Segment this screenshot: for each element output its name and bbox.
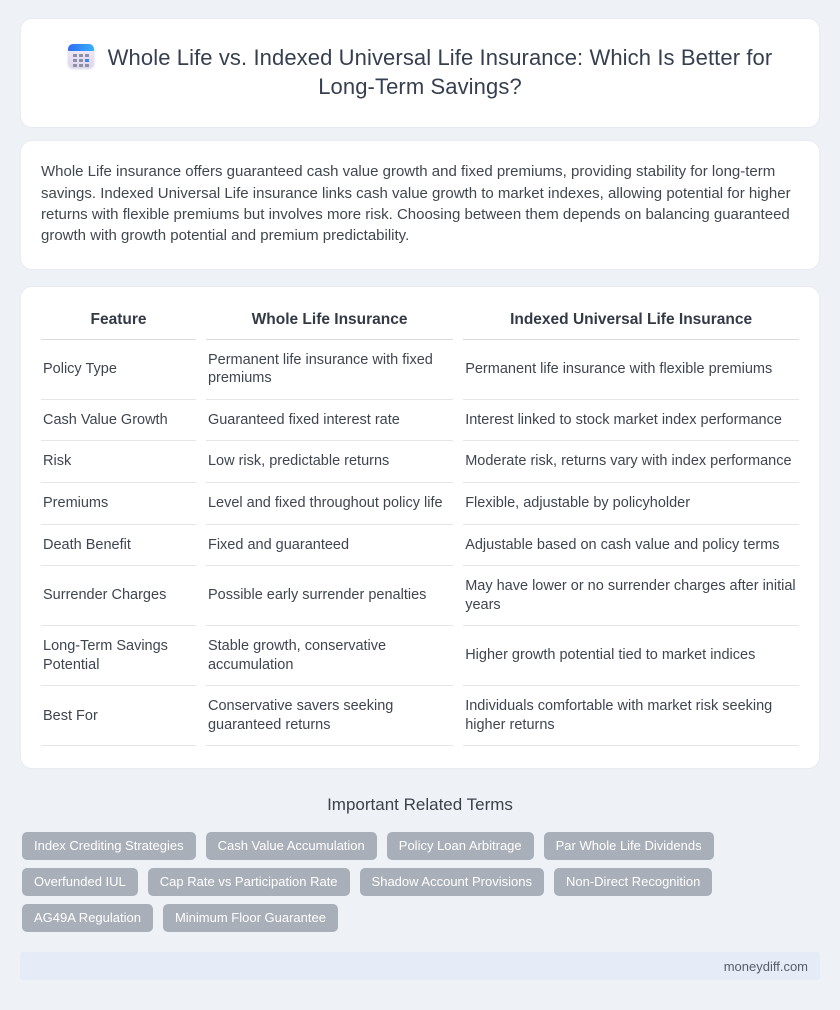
table-row bbox=[41, 340, 799, 400]
iul-cell: Interest linked to stock market index performance bbox=[463, 400, 799, 442]
page-title-text: Whole Life vs. Indexed Universal Life Insurance: Which Is Better for Long-Term Savings? bbox=[107, 45, 773, 100]
table-row bbox=[41, 441, 799, 483]
tag-policy-loan-arbitrage[interactable]: Policy Loan Arbitrage bbox=[387, 832, 534, 860]
iul-cell: Permanent life insurance with flexible premiums bbox=[463, 340, 799, 400]
column-header-feature: Feature bbox=[41, 299, 196, 340]
related-terms-heading: Important Related Terms bbox=[327, 795, 513, 815]
whole-life-cell: Level and fixed throughout policy life bbox=[206, 483, 453, 525]
tag-minimum-floor-guarantee[interactable]: Minimum Floor Guarantee bbox=[163, 904, 338, 932]
tag-cap-rate-vs-participation-rate[interactable]: Cap Rate vs Participation Rate bbox=[148, 868, 350, 896]
iul-cell: Individuals comfortable with market risk seeking higher returns bbox=[463, 686, 799, 746]
table-row bbox=[41, 686, 799, 746]
header-card bbox=[20, 18, 820, 128]
whole-life-cell: Stable growth, conservative accumulation bbox=[206, 626, 453, 686]
tag-cash-value-accumulation[interactable]: Cash Value Accumulation bbox=[206, 832, 377, 860]
iul-cell: Adjustable based on cash value and policy terms bbox=[463, 525, 799, 567]
page-title bbox=[63, 43, 777, 101]
calendar-icon bbox=[68, 44, 94, 68]
column-header-whole-life: Whole Life Insurance bbox=[206, 299, 453, 340]
related-terms-tags bbox=[20, 832, 820, 932]
tag-overfunded-iul[interactable]: Overfunded IUL bbox=[22, 868, 138, 896]
tag-ag49a-regulation[interactable]: AG49A Regulation bbox=[22, 904, 153, 932]
comparison-table bbox=[31, 299, 809, 747]
table-row bbox=[41, 566, 799, 626]
feature-cell: Long-Term Savings Potential bbox=[41, 626, 196, 686]
whole-life-cell: Possible early surrender penalties bbox=[206, 566, 453, 626]
feature-cell: Cash Value Growth bbox=[41, 400, 196, 442]
whole-life-cell: Guaranteed fixed interest rate bbox=[206, 400, 453, 442]
feature-cell: Death Benefit bbox=[41, 525, 196, 567]
tag-shadow-account-provisions[interactable]: Shadow Account Provisions bbox=[360, 868, 544, 896]
feature-cell: Policy Type bbox=[41, 340, 196, 400]
table-row bbox=[41, 525, 799, 567]
feature-cell: Best For bbox=[41, 686, 196, 746]
table-row bbox=[41, 400, 799, 442]
feature-cell: Risk bbox=[41, 441, 196, 483]
tag-par-whole-life-dividends[interactable]: Par Whole Life Dividends bbox=[544, 832, 714, 860]
iul-cell: May have lower or no surrender charges after initial years bbox=[463, 566, 799, 626]
whole-life-cell: Conservative savers seeking guaranteed returns bbox=[206, 686, 453, 746]
whole-life-cell: Low risk, predictable returns bbox=[206, 441, 453, 483]
feature-cell: Surrender Charges bbox=[41, 566, 196, 626]
tag-non-direct-recognition[interactable]: Non-Direct Recognition bbox=[554, 868, 712, 896]
iul-cell: Moderate risk, returns vary with index performance bbox=[463, 441, 799, 483]
feature-cell: Premiums bbox=[41, 483, 196, 525]
summary-text: Whole Life insurance offers guaranteed cash value growth and fixed premiums, providing stability for long-term savings. Indexed Universal Life insurance links cash value growth to market indexes, allowing potential for higher returns with flexible premiums but involves more risk. Choosing between them depends on balancing guaranteed growth with growth potential and premium predictability. bbox=[41, 163, 791, 245]
comparison-table-card bbox=[20, 286, 820, 770]
summary-card bbox=[20, 140, 820, 270]
column-header-iul: Indexed Universal Life Insurance bbox=[463, 299, 799, 340]
tag-index-crediting-strategies[interactable]: Index Crediting Strategies bbox=[22, 832, 196, 860]
iul-cell: Higher growth potential tied to market indices bbox=[463, 626, 799, 686]
footer-site-name: moneydiff.com bbox=[723, 958, 808, 974]
table-row bbox=[41, 483, 799, 525]
footer-bar bbox=[20, 952, 820, 980]
whole-life-cell: Fixed and guaranteed bbox=[206, 525, 453, 567]
table-header-row bbox=[41, 299, 799, 340]
iul-cell: Flexible, adjustable by policyholder bbox=[463, 483, 799, 525]
whole-life-cell: Permanent life insurance with fixed premiums bbox=[206, 340, 453, 400]
table-row bbox=[41, 626, 799, 686]
